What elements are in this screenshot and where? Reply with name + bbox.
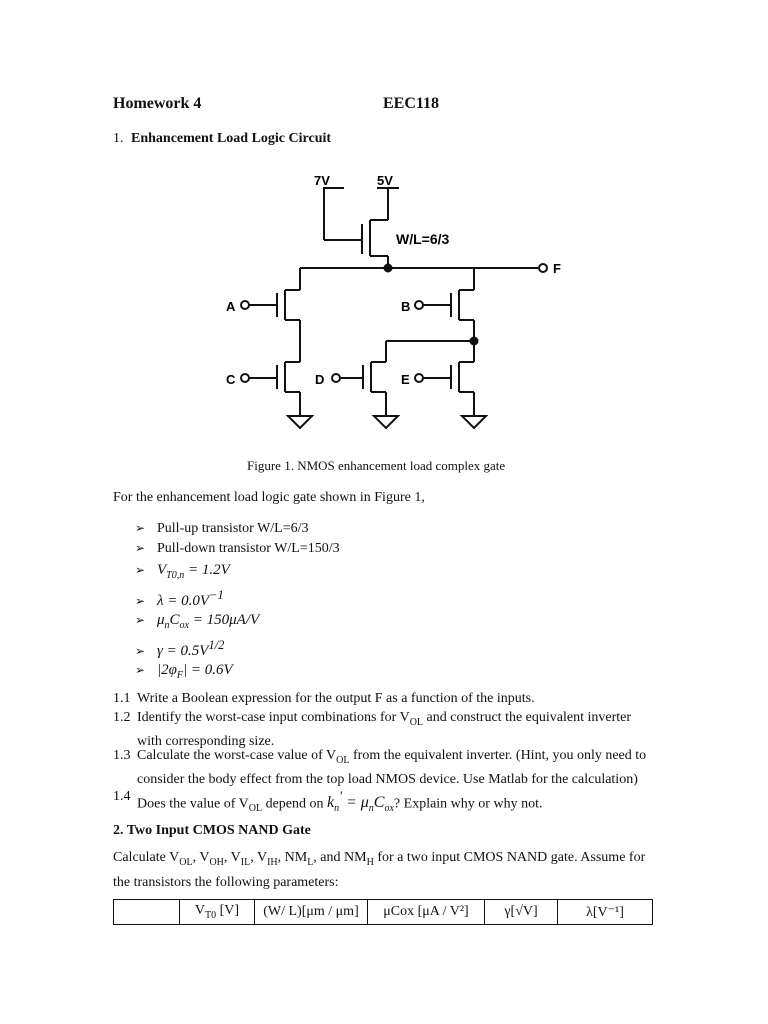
section-1-title: Enhancement Load Logic Circuit <box>131 131 332 146</box>
table-header-cell: λ[V⁻¹] <box>558 900 653 925</box>
list-item: ➢ $|2\varphi_F| = 0.6V$ <box>135 658 340 683</box>
arrow-bullet-icon: ➢ <box>135 563 146 577</box>
input-d-label: D <box>315 372 325 387</box>
section-1-heading <box>113 131 331 147</box>
arrow-bullet-icon: ➢ <box>135 644 146 658</box>
table-row <box>114 900 653 925</box>
list-item: ➢ Pull-down transistor W/L=150/3 <box>135 538 340 558</box>
list-item: ➢ $\gamma = 0.5V^{1/2}$ <box>135 633 340 658</box>
input-b-label: B <box>401 299 411 314</box>
arrow-bullet-icon: ➢ <box>135 663 146 677</box>
course-code: EEC118 <box>383 95 440 112</box>
arrow-bullet-icon: ➢ <box>135 521 146 535</box>
section-1-number: 1. <box>113 131 124 146</box>
table-header-cell: (W/ L)[μm / μm] <box>255 900 368 925</box>
table-header-cell: $V_{T0}$ [V] <box>180 900 255 925</box>
table-header-cell <box>114 900 180 925</box>
question-1-3: 1.3 Calculate the worst-case value of $V_{OL}$ from the equivalent inverter. (Hint, you only need to consider the body effect from the top load NMOS device. Use Matlab for the calculation) <box>113 748 647 787</box>
question-1-1: 1.1 Write a Boolean expression for the output F as a function of the inputs. <box>113 691 535 706</box>
parameter-list <box>135 518 340 683</box>
input-e-label: E <box>401 372 410 387</box>
supply-5v-label: 5V <box>377 173 393 188</box>
table-header-cell: γ[√V] <box>485 900 558 925</box>
arrow-bullet-icon: ➢ <box>135 541 146 555</box>
parameter-table <box>113 899 653 925</box>
arrow-bullet-icon: ➢ <box>135 613 146 627</box>
list-item: ➢ Pull-up transistor W/L=6/3 <box>135 518 340 538</box>
question-1-4: 1.4 Does the value of $V_{OL}$ depend on $k_n' = \mu_nC_{ox}$? Explain why or why not. <box>113 789 543 815</box>
table-header-cell: μCox [μA / V²] <box>368 900 485 925</box>
list-item: ➢ $V_{T0,n} = 1.2V$ <box>135 558 340 583</box>
middle-junction-dot <box>470 337 479 346</box>
input-a-label: A <box>226 299 236 314</box>
load-wl-label: W/L=6/3 <box>396 231 450 247</box>
output-junction-dot <box>384 264 393 273</box>
output-f-label: F <box>553 261 561 276</box>
input-c-label: C <box>226 372 236 387</box>
supply-7v-label: 7V <box>314 173 330 188</box>
arrow-bullet-icon: ➢ <box>135 594 146 608</box>
section-2-heading: 2. Two Input CMOS NAND Gate <box>113 823 311 838</box>
list-item: ➢ $\lambda = 0.0V^{-1}$ <box>135 583 340 608</box>
list-item: ➢ $\mu_nC_{ox} = 150\mu A/V$ <box>135 608 340 633</box>
figure-caption: Figure 1. NMOS enhancement load complex gate <box>247 458 506 473</box>
nmos-complex-gate-schematic <box>220 165 580 435</box>
section-2-intro: Calculate $V_{OL}$, $V_{OH}$, $V_{IL}$, $V_{IH}$, $NM_L$, and $NM_H$ for a two input CMOS NAND gate. Assume for the transistors the following parameters: <box>113 850 646 890</box>
homework-title: Homework 4 <box>113 95 202 112</box>
question-1-2: 1.2 Identify the worst-case input combinations for $V_{OL}$ and construct the equivalent inverter with corresponding size. <box>113 710 632 749</box>
section-1-intro: For the enhancement load logic gate shown in Figure 1, <box>113 490 425 505</box>
